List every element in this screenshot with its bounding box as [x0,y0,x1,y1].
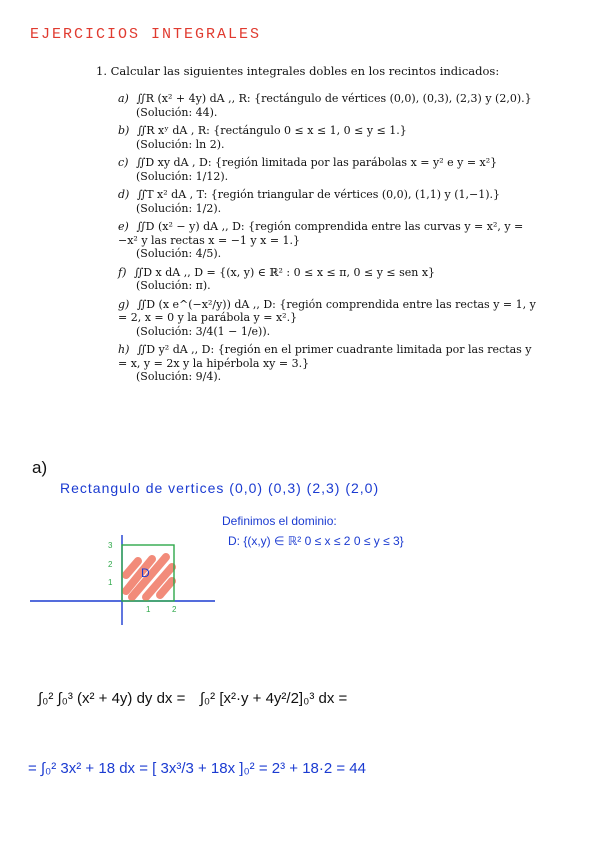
item-solution: (Solución: 44). [136,105,218,119]
page-title: EJERCICIOS INTEGRALES [30,26,262,43]
domain-graph [30,535,220,625]
item-solution: (Solución: π). [136,279,211,292]
region-label: D [141,566,150,580]
item-label: d) [118,188,130,201]
item-text: ∬D xy dA , D: {región limitada por las parábolas x = y² e y = x²} [135,156,498,169]
item-text: ∬R (x² + 4y) dA ,, R: {rectángulo de vértices (0,0), (0,3), (2,3) y (2,0).} [136,92,532,105]
iterated-integral: ∫₀² ∫₀³ (x² + 4y) dy dx = [38,690,186,707]
item-label: e) [118,220,129,233]
rectangle-description: Rectangulo de vertices (0,0) (0,3) (2,3) (2,0) [60,480,380,496]
item-solution: (Solución: 9/4). [136,370,222,383]
problem-intro: 1. Calcular las siguientes integrales dobles en los recintos indicados: [96,64,500,78]
equation-line-1 [38,690,347,708]
y-tick-label: 2 [108,560,113,569]
problem-item-a [118,92,538,119]
item-solution: (Solución: 1/2). [136,201,222,215]
x-tick-label: 2 [172,605,177,614]
problem-list [118,92,538,389]
problem-item-f [118,266,538,293]
item-label: a) [118,92,129,105]
item-text: ∬D (x² − y) dA ,, D: {región comprendida entre las curvas y = x², y = −x² y las rectas x = −1 y x = 1.} [118,220,524,247]
problem-item-h [118,343,538,384]
item-solution: (Solución: 1/12). [136,169,229,183]
equation-line-2: = ∫₀² 3x² + 18 dx = [ 3x³/3 + 18x ]₀² = 2³ + 18·2 = 44 [28,760,366,777]
part-a-label: a) [32,458,48,477]
problem-item-c [118,156,538,183]
problem-item-e [118,220,538,261]
problem-item-g [118,298,538,339]
item-solution: (Solución: 4/5). [136,247,222,260]
x-tick-label: 1 [146,605,151,614]
item-text: ∬D x dA ,, D = {(x, y) ∈ ℝ² : 0 ≤ x ≤ π, 0 ≤ y ≤ sen x} [133,265,436,279]
item-solution: (Solución: ln 2). [136,137,225,151]
item-solution: (Solución: 3/4(1 − 1/e)). [136,324,271,338]
item-text: ∬D y² dA ,, D: {región en el primer cuadrante limitada por las rectas y = x, y = 2x y la hipérbola xy = 3.} [118,343,532,370]
item-label: b) [118,124,130,137]
problem-item-b [118,124,538,151]
problem-item-d [118,188,538,215]
item-text: ∬R xʸ dA , R: {rectángulo 0 ≤ x ≤ 1, 0 ≤ y ≤ 1.} [136,124,407,137]
item-label: f) [118,265,127,279]
item-label: h) [118,343,130,356]
y-tick-label: 1 [108,578,113,587]
item-text: ∬T x² dA , T: {región triangular de vértices (0,0), (1,1) y (1,−1).} [136,188,501,201]
item-text: ∬D (x e^(−x²/y)) dA ,, D: {región comprendida entre las rectas y = 1, y = 2, x = 0 y la parábola y = x².} [118,297,536,324]
define-domain-label: Definimos el dominio: [222,514,337,528]
item-label: c) [118,156,129,169]
y-tick-label: 3 [108,541,113,550]
domain-definition: D: {(x,y) ∈ ℝ² 0 ≤ x ≤ 2 0 ≤ y ≤ 3} [228,534,404,548]
inner-antiderivative: ∫₀² [x²·y + 4y²/2]₀³ dx = [199,690,348,707]
item-label: g) [118,297,130,311]
